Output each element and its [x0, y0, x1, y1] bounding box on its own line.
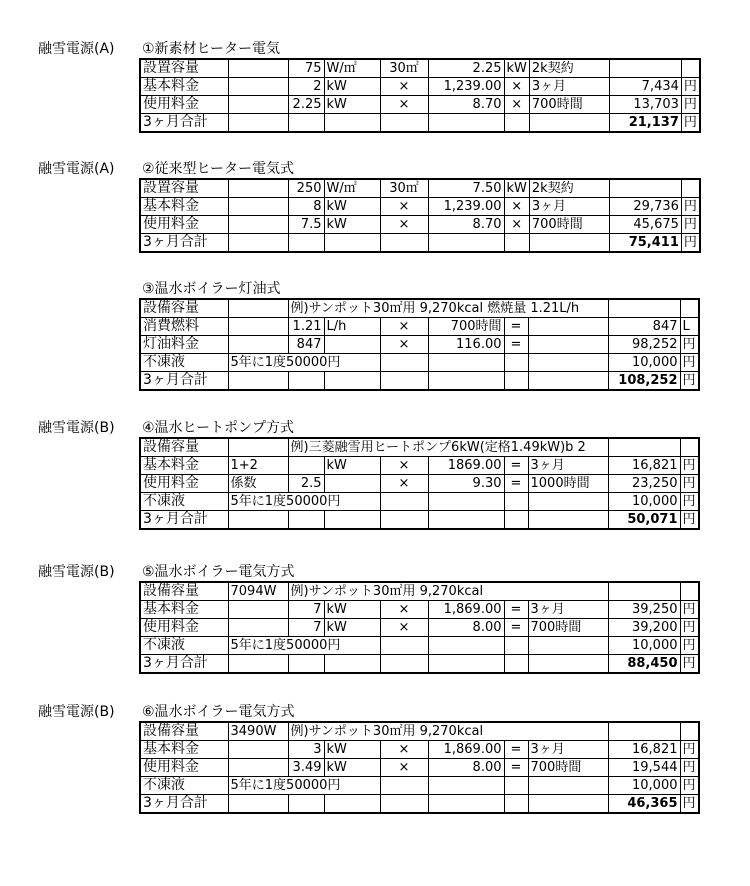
total-cell: 10,000	[608, 777, 680, 795]
table-cell: 例)三菱融雪用ヒートポンプ6kW(定格1.49kW)b 2	[288, 438, 608, 457]
table-cell	[528, 637, 608, 655]
table-cell: kW	[324, 601, 380, 619]
table-cell: ×	[380, 318, 428, 336]
table-cell	[288, 655, 324, 674]
table-cell	[228, 179, 288, 198]
row-label: 基本料金	[140, 741, 228, 759]
row-label: 不凍液	[140, 777, 228, 795]
table-cell: 円	[680, 741, 699, 759]
table-cell: 8.00	[428, 619, 504, 637]
table-cell	[228, 114, 288, 133]
table-cell	[504, 795, 528, 814]
table-cell: kW	[324, 96, 380, 114]
table-cell	[228, 299, 288, 318]
table-cell: 円	[680, 457, 699, 475]
table-cell	[528, 777, 608, 795]
total-cell: 10,000	[608, 637, 680, 655]
total-cell: 13,703	[609, 96, 681, 114]
table-cell	[380, 655, 428, 674]
table-cell: =	[504, 619, 528, 637]
table-cell: ×	[504, 96, 529, 114]
table-cell	[228, 795, 288, 814]
row-label: 消費燃料	[140, 318, 228, 336]
table-row	[140, 96, 700, 114]
table-row	[140, 795, 699, 814]
row-label: 基本料金	[140, 78, 228, 96]
table-row	[140, 655, 699, 674]
table-cell: 円	[680, 475, 699, 493]
table-cell: 1.21	[288, 318, 324, 336]
row-label: 不凍液	[140, 354, 228, 372]
table-cell: 7	[288, 619, 324, 637]
table-cell: 9.30	[428, 475, 504, 493]
table-cell	[504, 114, 529, 133]
table-cell: 2.5	[288, 475, 324, 493]
row-label: 灯油料金	[140, 336, 228, 354]
table-cell	[380, 354, 428, 372]
total-cell	[609, 59, 681, 78]
total-cell: 75,411	[609, 234, 681, 253]
row-label: 使用料金	[140, 96, 228, 114]
table-cell: 円	[681, 198, 700, 216]
total-cell	[608, 722, 680, 741]
table-row	[140, 759, 699, 777]
table-cell	[528, 318, 608, 336]
table-cell	[680, 582, 699, 601]
row-label: 3ヶ月合計	[140, 234, 228, 253]
table-cell: ×	[380, 78, 428, 96]
total-cell	[608, 299, 680, 318]
table-cell: 8.00	[428, 759, 504, 777]
section-title: ②従来型ヒーター電気式	[142, 161, 294, 177]
table-cell: 3	[288, 741, 324, 759]
table-cell	[528, 493, 608, 511]
table-row	[140, 741, 699, 759]
row-label: 使用料金	[140, 759, 228, 777]
table-cell: 1,869.00	[428, 741, 504, 759]
total-cell	[608, 582, 680, 601]
table-cell: 5年に1度50000円	[228, 637, 380, 655]
table-cell: kW	[324, 741, 380, 759]
table-cell	[228, 741, 288, 759]
table-cell	[228, 511, 288, 530]
row-label: 3ヶ月合計	[140, 511, 228, 530]
table-cell: 円	[680, 354, 699, 372]
row-label: 3ヶ月合計	[140, 372, 228, 391]
table-cell: =	[504, 457, 528, 475]
table-cell	[380, 372, 428, 391]
table-cell	[228, 601, 288, 619]
table-row	[140, 438, 699, 457]
row-label: 3ヶ月合計	[140, 795, 228, 814]
table-cell	[228, 216, 288, 234]
total-cell: 21,137	[609, 114, 681, 133]
table-row	[140, 457, 699, 475]
table-cell: kW	[324, 457, 380, 475]
table-row	[140, 216, 700, 234]
table-cell: 3.49	[288, 759, 324, 777]
table-row	[140, 318, 699, 336]
table-cell: 30㎡	[380, 59, 428, 78]
table-cell	[428, 777, 504, 795]
table-cell: 円	[680, 372, 699, 391]
table-cell	[529, 114, 609, 133]
table-row	[140, 299, 699, 318]
source-label: 融雪電源(B)	[38, 420, 115, 436]
table-cell: L/h	[324, 318, 380, 336]
table-cell: ×	[380, 457, 428, 475]
table-cell: 円	[681, 216, 700, 234]
table-cell: 5年に1度50000円	[228, 777, 380, 795]
total-cell: 46,365	[608, 795, 680, 814]
table-row	[140, 354, 699, 372]
table-cell	[681, 179, 700, 198]
total-cell: 16,821	[608, 741, 680, 759]
total-cell: 16,821	[608, 457, 680, 475]
table-cell: 2.25	[288, 96, 324, 114]
table-cell	[324, 336, 380, 354]
table-cell: 847	[288, 336, 324, 354]
table-cell	[528, 354, 608, 372]
table-cell	[228, 234, 288, 253]
table-cell: L	[680, 318, 699, 336]
total-cell: 108,252	[608, 372, 680, 391]
total-cell	[608, 438, 680, 457]
source-label: 融雪電源(B)	[38, 564, 115, 580]
row-label: 使用料金	[140, 216, 228, 234]
table-cell: 8.70	[428, 216, 504, 234]
table-row	[140, 372, 699, 391]
row-label: 3ヶ月合計	[140, 655, 228, 674]
table-cell: ×	[380, 759, 428, 777]
table-cell: 1,869.00	[428, 601, 504, 619]
table-cell	[228, 96, 288, 114]
table-row	[140, 198, 700, 216]
table-cell	[504, 372, 528, 391]
total-cell: 19,544	[608, 759, 680, 777]
table-cell: 2.25	[428, 59, 504, 78]
table-cell: 3490W	[228, 722, 288, 741]
table-cell	[428, 354, 504, 372]
table-cell: 円	[681, 96, 700, 114]
table-cell	[504, 493, 528, 511]
cost-table	[139, 437, 700, 530]
table-cell: ×	[380, 475, 428, 493]
table-cell: 2k契約	[529, 59, 609, 78]
cost-table	[139, 298, 700, 391]
table-cell: kW	[504, 179, 529, 198]
table-cell: ×	[380, 601, 428, 619]
table-cell	[228, 372, 288, 391]
table-cell	[504, 511, 528, 530]
table-cell	[324, 234, 380, 253]
table-cell	[428, 511, 504, 530]
table-cell: 1,239.00	[428, 198, 504, 216]
table-cell: 円	[680, 601, 699, 619]
table-cell: 2k契約	[529, 179, 609, 198]
row-label: 設置容量	[140, 59, 228, 78]
table-cell: ×	[380, 96, 428, 114]
table-cell: ×	[380, 619, 428, 637]
table-cell: 例)サンポット30㎡用 9,270kcal 燃焼量 1.21L/h	[288, 299, 608, 318]
table-cell	[324, 372, 380, 391]
section-title: ④温水ヒートポンプ方式	[142, 420, 294, 436]
table-cell	[324, 475, 380, 493]
table-cell	[228, 655, 288, 674]
table-row	[140, 777, 699, 795]
table-row	[140, 619, 699, 637]
cost-table	[139, 721, 700, 814]
row-label: 使用料金	[140, 475, 228, 493]
table-cell: 円	[680, 795, 699, 814]
table-cell	[228, 198, 288, 216]
row-label: 基本料金	[140, 457, 228, 475]
row-label: 設備容量	[140, 582, 228, 601]
table-cell	[380, 777, 428, 795]
table-cell	[228, 336, 288, 354]
table-cell: =	[504, 759, 528, 777]
total-cell: 88,450	[608, 655, 680, 674]
table-cell	[324, 795, 380, 814]
table-cell: kW	[324, 759, 380, 777]
table-cell	[504, 655, 528, 674]
table-cell	[380, 114, 428, 133]
table-cell: 7094W	[228, 582, 288, 601]
total-cell: 29,736	[609, 198, 681, 216]
table-cell: 円	[681, 234, 700, 253]
table-cell	[680, 299, 699, 318]
total-cell: 10,000	[608, 354, 680, 372]
table-cell: 8	[288, 198, 324, 216]
table-cell: 7.50	[428, 179, 504, 198]
table-row	[140, 114, 700, 133]
total-cell: 39,250	[608, 601, 680, 619]
table-cell	[228, 759, 288, 777]
table-cell: ×	[380, 216, 428, 234]
table-cell: =	[504, 741, 528, 759]
table-cell: 75	[288, 59, 324, 78]
table-cell: ×	[504, 78, 529, 96]
table-cell: 1000時間	[528, 475, 608, 493]
table-row	[140, 637, 699, 655]
table-cell: 係数	[228, 475, 288, 493]
cost-table	[139, 58, 701, 133]
table-row	[140, 336, 699, 354]
table-cell	[380, 511, 428, 530]
table-cell: ×	[380, 741, 428, 759]
table-cell	[228, 318, 288, 336]
table-row	[140, 601, 699, 619]
table-cell	[504, 777, 528, 795]
total-cell: 10,000	[608, 493, 680, 511]
table-row	[140, 511, 699, 530]
table-cell: ×	[504, 216, 529, 234]
total-cell: 7,434	[609, 78, 681, 96]
total-cell: 23,250	[608, 475, 680, 493]
table-cell	[428, 637, 504, 655]
source-label: 融雪電源(A)	[38, 161, 115, 177]
table-cell	[529, 234, 609, 253]
table-cell: 例)サンポット30㎡用 9,270kcal	[288, 582, 608, 601]
table-cell	[380, 795, 428, 814]
table-cell: 1+2	[228, 457, 288, 475]
table-cell: 5年に1度50000円	[228, 493, 380, 511]
table-cell	[288, 114, 324, 133]
table-cell: W/㎡	[324, 59, 380, 78]
table-cell	[528, 655, 608, 674]
table-cell: kW	[324, 619, 380, 637]
table-cell: 円	[680, 336, 699, 354]
table-cell	[428, 114, 504, 133]
table-row	[140, 722, 699, 741]
table-cell	[228, 59, 288, 78]
table-cell: 116.00	[428, 336, 504, 354]
table-cell: 700時間	[528, 619, 608, 637]
table-cell	[228, 619, 288, 637]
table-cell	[528, 795, 608, 814]
cost-table	[139, 178, 701, 253]
cost-table	[139, 581, 700, 674]
row-label: 不凍液	[140, 493, 228, 511]
table-cell: 700時間	[529, 216, 609, 234]
table-cell	[528, 511, 608, 530]
table-cell: 3ヶ月	[529, 198, 609, 216]
table-cell: W/㎡	[324, 179, 380, 198]
section-title: ⑥温水ボイラー電気方式	[142, 704, 295, 720]
table-cell: =	[504, 601, 528, 619]
table-cell: 円	[680, 655, 699, 674]
table-cell	[324, 655, 380, 674]
table-cell	[380, 493, 428, 511]
table-row	[140, 234, 700, 253]
table-cell: 1,239.00	[428, 78, 504, 96]
table-cell	[504, 637, 528, 655]
table-cell: 円	[680, 637, 699, 655]
row-label: 設置容量	[140, 179, 228, 198]
table-cell: ×	[380, 336, 428, 354]
table-cell: ×	[380, 198, 428, 216]
table-cell: kW	[324, 198, 380, 216]
table-cell: 700時間	[428, 318, 504, 336]
table-cell	[428, 655, 504, 674]
table-cell: 円	[680, 511, 699, 530]
row-label: 使用料金	[140, 619, 228, 637]
table-cell	[680, 722, 699, 741]
table-cell	[228, 438, 288, 457]
section-title: ③温水ボイラー灯油式	[142, 281, 281, 297]
table-cell: 円	[680, 759, 699, 777]
table-cell: kW	[504, 59, 529, 78]
table-cell: 7	[288, 601, 324, 619]
section-title: ①新素材ヒーター電気	[142, 41, 280, 57]
total-cell: 98,252	[608, 336, 680, 354]
table-cell	[288, 457, 324, 475]
table-cell	[288, 372, 324, 391]
table-cell: =	[504, 336, 528, 354]
table-cell	[680, 438, 699, 457]
table-cell	[528, 372, 608, 391]
table-cell	[428, 234, 504, 253]
table-row	[140, 59, 700, 78]
table-cell	[428, 493, 504, 511]
table-cell: 円	[680, 777, 699, 795]
table-cell: 5年に1度50000円	[228, 354, 380, 372]
table-cell	[681, 59, 700, 78]
table-row	[140, 179, 700, 198]
table-cell	[380, 234, 428, 253]
total-cell: 39,200	[608, 619, 680, 637]
table-cell	[288, 511, 324, 530]
table-cell: =	[504, 475, 528, 493]
source-label: 融雪電源(A)	[38, 41, 115, 57]
table-cell: 8.70	[428, 96, 504, 114]
table-cell	[324, 114, 380, 133]
table-cell: 700時間	[529, 96, 609, 114]
table-cell: 3ヶ月	[528, 601, 608, 619]
table-row	[140, 582, 699, 601]
table-cell: 円	[680, 493, 699, 511]
table-cell: 3ヶ月	[528, 457, 608, 475]
row-label: 基本料金	[140, 601, 228, 619]
table-cell: 2	[288, 78, 324, 96]
table-cell: 3ヶ月	[528, 741, 608, 759]
row-label: 設備容量	[140, 299, 228, 318]
table-cell: 3ヶ月	[529, 78, 609, 96]
total-cell	[609, 179, 681, 198]
table-cell: 円	[681, 114, 700, 133]
table-cell: 円	[680, 619, 699, 637]
table-cell: 円	[681, 78, 700, 96]
table-row	[140, 493, 699, 511]
table-cell: 250	[288, 179, 324, 198]
table-cell	[380, 637, 428, 655]
row-label: 基本料金	[140, 198, 228, 216]
table-cell	[228, 78, 288, 96]
section-title: ⑤温水ボイラー電気方式	[142, 564, 295, 580]
table-cell	[288, 234, 324, 253]
source-label: 融雪電源(B)	[38, 704, 115, 720]
table-cell: kW	[324, 78, 380, 96]
table-row	[140, 78, 700, 96]
row-label: 設備容量	[140, 438, 228, 457]
row-label: 3ヶ月合計	[140, 114, 228, 133]
table-cell	[428, 795, 504, 814]
table-cell	[288, 795, 324, 814]
table-cell: 700時間	[528, 759, 608, 777]
table-cell: 7.5	[288, 216, 324, 234]
total-cell: 847	[608, 318, 680, 336]
table-cell	[504, 234, 529, 253]
table-cell	[324, 511, 380, 530]
table-cell: 例)サンポット30㎡用 9,270kcal	[288, 722, 608, 741]
table-cell: 1869.00	[428, 457, 504, 475]
table-cell	[428, 372, 504, 391]
row-label: 設備容量	[140, 722, 228, 741]
table-cell: =	[504, 318, 528, 336]
total-cell: 50,071	[608, 511, 680, 530]
table-cell	[528, 336, 608, 354]
table-row	[140, 475, 699, 493]
table-cell: kW	[324, 216, 380, 234]
total-cell: 45,675	[609, 216, 681, 234]
table-cell	[504, 354, 528, 372]
table-cell: ×	[504, 198, 529, 216]
table-cell: 30㎡	[380, 179, 428, 198]
row-label: 不凍液	[140, 637, 228, 655]
